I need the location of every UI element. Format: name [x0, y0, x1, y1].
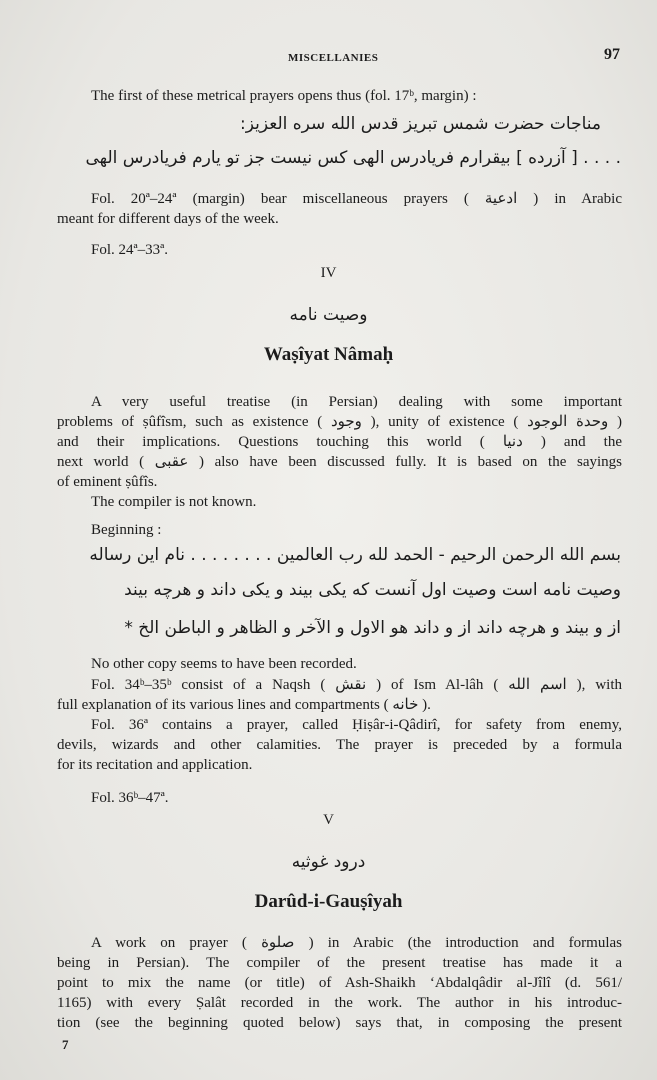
arabic-verse-line-2: . . . . [ آزرده ] بیقرارم فریادرس الهی کس نیست جز تو یارم فریادرس الهی [85, 148, 621, 168]
section-numeral: V [323, 812, 334, 828]
folio-reference: Fol. 36ᵇ–47ª. [91, 790, 169, 806]
section-title: Darûd-i-Gauṣîyah [254, 891, 403, 912]
section-title: Waṣîyat Nâmaḥ [263, 344, 394, 365]
paragraph-line: tion (see the beginning quoted below) says that, in composing the present [57, 1015, 622, 1031]
beginning-label: Beginning : [91, 522, 162, 538]
no-copy-note: No other copy seems to have been recorded. [91, 656, 357, 672]
running-title: MISCELLANIES [288, 52, 379, 64]
paragraph-line: next world ( عقبی ) also have been discussed fully. It is based on the sayings [57, 454, 622, 470]
paragraph-line: and their implications. Questions touching this world ( دنیا ) and the [57, 434, 622, 450]
paragraph-line: Fol. 34ᵇ–35ᵇ consist of a Naqsh ( نقش ) of Ism Al-lâh ( اسم الله ), with [91, 677, 622, 693]
page-number: 97 [604, 46, 620, 63]
paragraph-line: Fol. 20ª–24ª (margin) bear miscellaneous prayers ( ادعية ) in Arabic [91, 191, 623, 207]
paragraph-line: problems of ṣûfîsm, such as existence ( وجود ), unity of existence ( وحدة الوجود ) [57, 414, 623, 430]
paragraph-line: of eminent ṣûfîs. [57, 474, 158, 490]
paragraph-line: being in Persian). The compiler of the present treatise has made it a [57, 955, 622, 971]
section-numeral: IV [320, 265, 337, 281]
paragraph-line: full explanation of its various lines and compartments ( خانه ). [57, 697, 431, 713]
paragraph-line: A work on prayer ( صلوة ) in Arabic (the introduction and formulas [91, 935, 622, 951]
intro-sentence: The first of these metrical prayers opens thus (fol. 17ᵇ, margin) : [91, 88, 477, 104]
arabic-quote-line-3: از و بیند و هرچه داند از و داند هو الاول و الآخر و الظاهر و الباطن الخ * [124, 618, 621, 638]
paragraph-line: devils, wizards and other calamities. The prayer is preceded by a formula [57, 737, 622, 753]
paragraph-line: for its recitation and application. [57, 757, 253, 773]
arabic-section-title: درود غوثیه [291, 852, 366, 872]
paragraph-line: meant for different days of the week. [57, 211, 279, 227]
arabic-verse-line-1: مناجات حضرت شمس تبریز قدس الله سره العزیز: [240, 114, 601, 134]
signature-mark: 7 [62, 1037, 69, 1052]
folio-reference: Fol. 24ª–33ª. [91, 242, 169, 258]
paragraph-line: A very useful treatise (in Persian) dealing with some important [91, 394, 622, 410]
paragraph-line: Fol. 36ª contains a prayer, called Ḥiṣâr-i-Qâdirî, for safety from enemy, [91, 717, 622, 733]
compiler-note: The compiler is not known. [91, 494, 257, 510]
paragraph-line: 1165) with every Ṣalât recorded in the work. The author in his introduc- [57, 995, 622, 1011]
paragraph-line: point to mix the name (or title) of Ash-Shaikh ‘Abdalqâdir al-Jîlî (d. 561/ [57, 975, 622, 991]
arabic-section-title: وصیت نامه [289, 305, 368, 325]
arabic-quote-line-2: وصیت نامه است وصیت اول آنست که یکی بیند و یکی داند و هرچه بیند [124, 580, 621, 600]
arabic-quote-line-1: بسم الله الرحمن الرحیم - الحمد لله رب العالمین . . . . . . . . نام این رساله [89, 545, 621, 565]
